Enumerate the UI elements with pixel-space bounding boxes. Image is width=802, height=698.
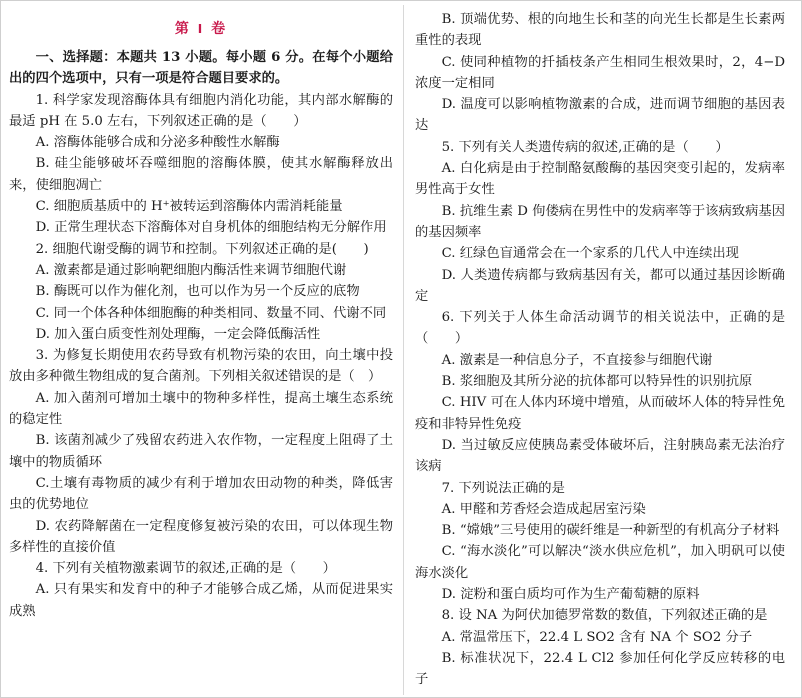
q7-option-d: D. 淀粉和蛋白质均可作为生产葡萄糖的原料 — [441, 587, 700, 603]
question-1: 1. 科学家发现溶酶体具有细胞内消化功能，其内部水解酶的最适 pH 在 5.0 左右，下列叙述正确的是（ ） — [9, 92, 393, 129]
q3-option-a: A. 加入菌剂可增加土壤中的物种多样性，提高土壤生态系统的稳定性 — [9, 390, 393, 428]
q4-option-b: B. 顶端优势、根的向地生长和茎的向光生长都是生长素两重性的表现 — [415, 12, 785, 49]
q2-option-c: C. 同一个体各种体细胞酶的种类相同、数量不同、代谢不同 — [35, 305, 387, 321]
q7-option-c: C. “海水淡化”可以解决“淡水供应危机”，加入明矾可以使海水淡化 — [415, 544, 785, 581]
q6-option-a: A. 激素是一种信息分子，不直接参与细胞代谢 — [441, 352, 713, 368]
q1-option-d: D. 正常生理状态下溶酶体对自身机体的细胞结构无分解作用 — [35, 220, 387, 236]
q2-option-a: A. 激素都是通过影响靶细胞内酶活性来调节细胞代谢 — [35, 262, 347, 278]
q3-option-b: B. 该菌剂减少了残留农药进入农作物，一定程度上阻碍了土壤中的物质循环 — [9, 433, 393, 470]
right-column — [415, 9, 785, 691]
q1-option-c: C. 细胞质基质中的 H⁺被转运到溶酶体内需消耗能量 — [35, 199, 343, 215]
question-6: 6. 下列关于人体生命活动调节的相关说法中，正确的是（ ） — [415, 310, 785, 347]
q1-option-b: B. 硅尘能够破坏吞噬细胞的溶酶体膜，使其水解酶释放出来，使细胞凋亡 — [9, 156, 393, 193]
q5-option-b: B. 抗维生素 D 佝偻病在男性中的发病率等于该病致病基因的基因频率 — [415, 203, 785, 240]
q4-option-d: D. 温度可以影响植物激素的合成，进而调节细胞的基因表达 — [415, 97, 785, 134]
q1-option-a: A. 溶酶体能够合成和分泌多种酸性水解酶 — [35, 135, 280, 151]
q7-option-b: B. “嫦娥”三号使用的碳纤维是一种新型的有机高分子材料 — [441, 523, 780, 539]
section-roman: Ⅰ — [197, 22, 205, 36]
column-divider — [403, 5, 404, 695]
q4-option-c: C. 使同种植物的扦插枝条产生相同生根效果时，2，4−D浓度一定相同 — [415, 54, 785, 91]
q6-option-c: C. HIV 可在人体内环境中增殖，从而破坏人体的特异性免疫和非特异性免疫 — [415, 395, 785, 432]
q3-option-d: D. 农药降解菌在一定程度修复被污染的农田，可以体现生物多样性的直接价值 — [9, 518, 393, 555]
section-intro: 一、选择题：本题共 13 小题。每小题 6 分。在每个小题给出的四个选项中，只有一项是符合题目要求的。 — [9, 50, 393, 87]
left-column — [9, 9, 393, 622]
section-title: 第 Ⅰ 卷 — [174, 21, 228, 37]
question-3: 3. 为修复长期使用农药导致有机物污染的农田，向土壤中投放由多种微生物组成的复合菌剂。下列相关叙述错误的是（ ） — [9, 348, 393, 385]
q7-option-a: A. 甲醛和芳香烃会造成起居室污染 — [441, 501, 646, 517]
q5-option-d: D. 人类遗传病都与致病基因有关，都可以通过基因诊断确定 — [415, 267, 785, 304]
q2-option-b: B. 酶既可以作为催化剂，也可以作为另一个反应的底物 — [35, 284, 360, 300]
q8-option-b: B. 标准状况下，22.4 L Cl2 参加任何化学反应转移的电子 — [415, 650, 785, 688]
q6-option-d: D. 当过敏反应使胰岛素受体破坏后，注射胰岛素无法治疗该病 — [415, 437, 785, 475]
q3-option-c: C.土壤有毒物质的减少有利于增加农田动物的种类，降低害虫的优势地位 — [9, 475, 393, 513]
question-2: 2. 细胞代谢受酶的调节和控制。下列叙述正确的是( ) — [35, 241, 369, 257]
q5-option-c: C. 红绿色盲通常会在一个家系的几代人中连续出现 — [441, 246, 739, 262]
q2-option-d: D. 加入蛋白质变性剂处理酶，一定会降低酶活性 — [35, 326, 321, 342]
q5-option-a: A. 白化病是由于控制酪氨酸酶的基因突变引起的，发病率男性高于女性 — [415, 161, 785, 198]
question-5: 5. 下列有关人类遗传病的叙述,正确的是（ ） — [441, 139, 729, 155]
q4-option-a: A. 只有果实和发育中的种子才能够合成乙烯，从而促进果实成熟 — [9, 582, 393, 619]
question-7: 7. 下列说法正确的是 — [441, 480, 565, 496]
q6-option-b: B. 浆细胞及其所分泌的抗体都可以特异性的识别抗原 — [441, 374, 753, 390]
question-4: 4. 下列有关植物激素调节的叙述,正确的是（ ） — [35, 561, 336, 577]
question-8: 8. 设 NA 为阿伏加德罗常数的数值，下列叙述正确的是 — [441, 608, 768, 624]
q8-option-a: A. 常温常压下，22.4 L SO2 含有 NA 个 SO2 分子 — [441, 629, 753, 645]
